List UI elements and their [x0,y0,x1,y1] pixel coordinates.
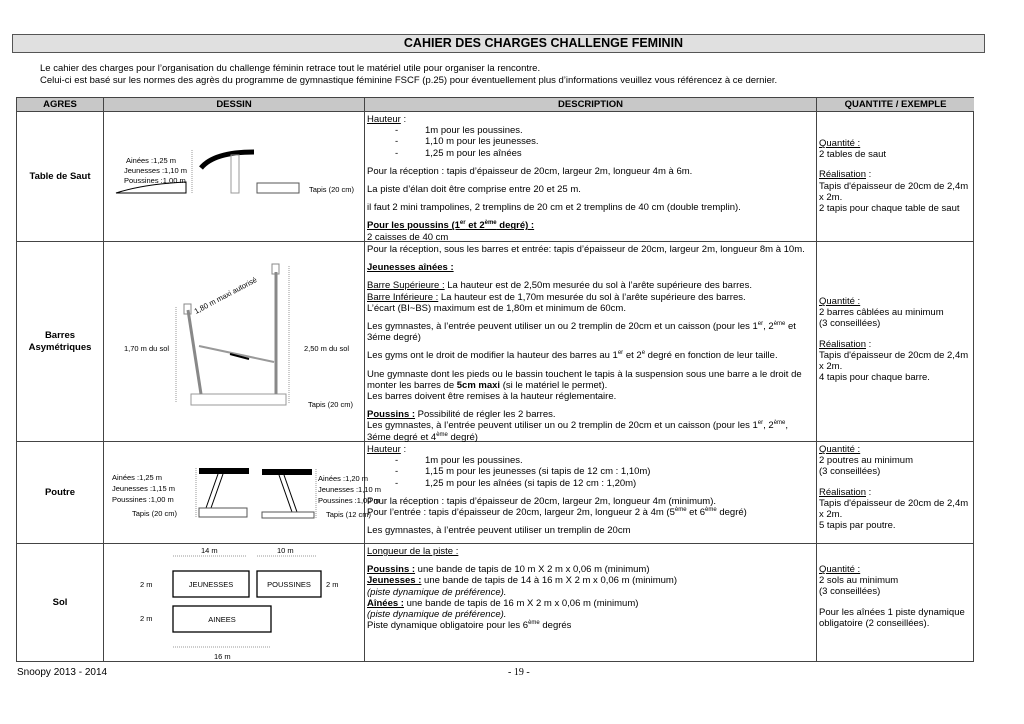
drawing-label: AINEES [208,615,236,624]
drawing-label: Tapis (20 cm) [309,185,355,194]
drawing-label: Jeunesses :1,10 m [124,166,187,175]
description-barres: Pour la réception, sous les barres et entrée: tapis d’épaisseur de 20cm, largeur 2m, longueur 8m à 10m. Jeunesses aînées : Barre Supérieure : La hauteur est de 2,50m mesurée du sol à l’arête supérieure des barres. Barre Inférieure : La hauteur est de 1,70m mesurée du sol à l’arête supérieure des barres. L’écart (BI~BS) maximum est de 1,80m et minimum de 60cm. Les gymnastes, à l’entrée peuvent utiliser un ou 2 tremplin de 20cm et un caisson (pour les 1er, 2ème et 3éme degré) Les gyms ont le droit de modifier la hauteur des barres au 1er et 2e degré en fonction de leur taille. Une gymnaste dont les pieds ou le bassin touchent le tapis à la suspension sous une barre a le droit de monter les barres de 5cm maxi (si le matériel le permet). Les barres doivent être remises à la hauteur réglementaire. Poussins : Possibilité de régler les 2 barres. Les gymnastes, à l’entrée peuvent utiliser un ou 2 tremplin de 20cm et un caisson (pour les 1er, 2ème, 3éme degré et 4ème degré) [365,242,817,442]
vault-drawing [104,112,364,242]
header-agres: AGRES [17,98,104,112]
drawing-label: Jeunesses :1,10 m [318,485,381,494]
intro-line: Le cahier des charges pour l’organisation du challenge féminin retrace tout le matériel utile pour organiser la rencontre. [40,63,541,74]
quantity-table-de-saut: Quantité : 2 tables de saut Réalisation : Tapis d'épaisseur de 20cm de 2,4m x 2m. 2 tapis pour chaque table de saut [817,112,974,242]
drawing-label: 1,80 m maxi autorisé [192,275,259,316]
drawing-label: 2 m [140,614,153,623]
page-title: CAHIER DES CHARGES CHALLENGE FEMININ [12,34,985,53]
header-quantite: QUANTITE / EXEMPLE [817,98,974,112]
drawing-label: Ainées :1,25 m [126,156,177,165]
description-sol: Longueur de la piste : Poussins : une bande de tapis de 10 m X 2 m x 0,06 m (minimum) Jeunesses : une bande de tapis de 14 à 16 m X 2 m x 0,06 m (minimum) (piste dynamique de préférence). Aînées : une bande de tapis de 16 m X 2 m x 0,06 m (minimum) (piste dynamique de préférence). Piste dynamique obligatoire pour les 6ème degrés [365,544,817,662]
page-number: - 19 - [508,667,530,678]
drawing-label: 2,50 m du sol [304,344,350,353]
beam-drawing [104,442,381,544]
drawing-label: Ainées :1,20 m [318,474,369,483]
drawing-table-de-saut [104,112,365,242]
equipment-table [16,97,974,662]
drawing-label: Tapis (20 cm) [308,400,354,409]
drawing-label: Jeunesses :1,15 m [112,484,175,493]
drawing-label: JEUNESSES [188,580,234,589]
drawing-label: 10 m [277,546,294,555]
description-table-de-saut: Hauteur : - 1m pour les poussines. - 1,10 m pour les jeunesses. - 1,25 m pour les aînées Pour la réception : tapis d’épaisseur de 20cm, largeur 2m, longueur 4m à 6m. La piste d’élan doit être comprise entre 20 et 25 m. il faut 2 mini trampolines, 2 tremplins de 20 cm et 2 tremplins de 40 cm (double tremplin). Pour les poussins (1er et 2ème degré) : 2 caisses de 40 cm [365,112,817,242]
quantity-barres: Quantité : 2 barres câblées au minimum (3 conseillées) Réalisation : Tapis d'épaisseur de 20cm de 2,4m x 2m. 4 tapis pour chaque barre. [817,242,974,442]
header-description: DESCRIPTION [365,98,817,112]
intro-line: Celui-ci est basé sur les normes des agrès du programme de gymnastique féminine FSCF (p.25) pour éventuellement plus d’informations veuillez vous référencez à ce dernier. [40,74,778,86]
footer-left: Snoopy 2013 - 2014 [17,667,108,678]
drawing-label: Poussines :1,00 m [124,176,186,185]
drawing-label: Poussines :1,00 m [318,496,380,505]
description-poutre: Hauteur : - 1m pour les poussines. - 1,15 m pour les jeunesses (si tapis de 12 cm : 1,10m) - 1,25 m pour les aînées (si tapis de 12 cm : 1,20m) Pour la réception : tapis d’épaisseur de 20cm, largeur 2m, longueur 4m (minimum). Pour l’entrée : tapis d’épaisseur de 20cm, largeur 2m, longueur 2 à 4m (5ème et 6ème degré) Les gymnastes, à l’entrée peuvent utiliser un tremplin de 20cm [365,442,817,544]
header-dessin: DESSIN [104,98,365,112]
agres-table-de-saut: Table de Saut [17,112,104,242]
intro [40,63,777,86]
drawing-label: Poussines :1,00 m [112,495,174,504]
drawing-label: POUSSINES [267,580,311,589]
agres-poutre: Poutre [17,442,104,544]
drawing-label: 16 m [214,652,231,661]
drawing-label: 1,70 m du sol [124,344,170,353]
drawing-label: 2 m [326,580,339,589]
drawing-label: 14 m [201,546,218,555]
agres-sol: Sol [17,544,104,662]
drawing-sol [104,544,365,662]
quantity-sol: Quantité : 2 sols au minimum (3 conseillées) Pour les aînées 1 piste dynamique obligatoire (2 conseillées). [819,564,965,629]
quantity-poutre: Quantité : 2 poutres au minimum (3 conseillées) Réalisation : Tapis d'épaisseur de 20cm de 2,4m x 2m. 5 tapis par poutre. [817,442,974,544]
floor-drawing [104,544,364,662]
drawing-poutre [104,442,381,544]
drawing-label: Tapis (20 cm) [132,509,178,518]
drawing-barres [104,242,365,442]
agres-barres: Barres Asymétriques [17,242,104,442]
bars-drawing [104,242,364,442]
drawing-label: Ainées :1,25 m [112,473,163,482]
drawing-label: 2 m [140,580,153,589]
drawing-label: Tapis (12 cm) [326,510,372,519]
